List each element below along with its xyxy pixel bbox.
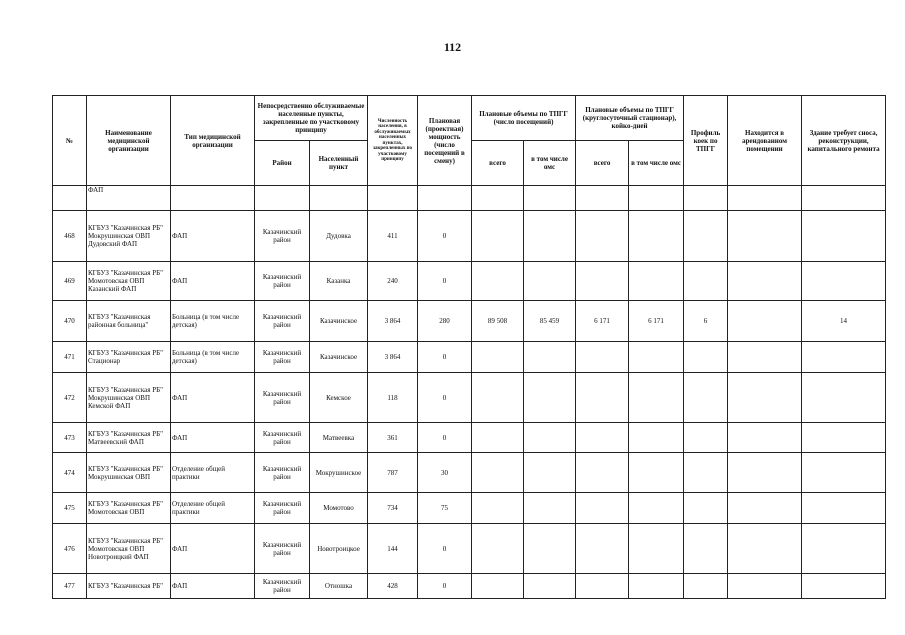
table-header bbox=[53, 96, 886, 186]
cell-beds-total bbox=[576, 524, 629, 574]
cell-beds-oms bbox=[629, 423, 684, 453]
cell-capacity: 0 bbox=[418, 574, 472, 599]
cell-capacity: 75 bbox=[418, 493, 472, 524]
cell-type: ФАП bbox=[171, 423, 255, 453]
table-row bbox=[53, 342, 886, 373]
cell-visits-total bbox=[472, 373, 524, 423]
cell-visits-total: 89 508 bbox=[472, 301, 524, 342]
cell-settlement: Казачинское bbox=[310, 342, 368, 373]
cell-district: Казачинский район bbox=[255, 524, 310, 574]
cell-beds-oms bbox=[629, 524, 684, 574]
cell-settlement: Момотово bbox=[310, 493, 368, 524]
cell-settlement: Мокрушинское bbox=[310, 453, 368, 493]
cell-repair bbox=[802, 342, 886, 373]
cell-beds-total: 6 171 bbox=[576, 301, 629, 342]
page-number: 112 bbox=[443, 40, 462, 54]
cell-population: 411 bbox=[368, 211, 418, 262]
cell-type: ФАП bbox=[171, 524, 255, 574]
cell-profile-beds bbox=[684, 342, 728, 373]
cell-visits-total bbox=[472, 423, 524, 453]
cell-district: Казачинский район bbox=[255, 301, 310, 342]
header-rented: Находится в арендованном помещении bbox=[728, 96, 802, 186]
cell-visits-total bbox=[472, 453, 524, 493]
cell-settlement: Кемское bbox=[310, 373, 368, 423]
cell-capacity: 280 bbox=[418, 301, 472, 342]
cell-beds-oms: 6 171 bbox=[629, 301, 684, 342]
cell-type: Больница (в том числе детская) bbox=[171, 301, 255, 342]
cell-rented bbox=[728, 574, 802, 599]
cell-profile-beds bbox=[684, 262, 728, 301]
cell-type: Отделение общей практики bbox=[171, 453, 255, 493]
cell-settlement: Казачинское bbox=[310, 301, 368, 342]
cell-beds-total bbox=[576, 453, 629, 493]
cell-rented bbox=[728, 493, 802, 524]
cell-num: 473 bbox=[53, 423, 87, 453]
header-visits-total: всего bbox=[472, 141, 524, 186]
cell-visits-total bbox=[472, 342, 524, 373]
cell-repair bbox=[802, 453, 886, 493]
cell-repair bbox=[802, 211, 886, 262]
cell-beds-total bbox=[576, 211, 629, 262]
cell-capacity: 30 bbox=[418, 453, 472, 493]
cell-population: 240 bbox=[368, 262, 418, 301]
cell-beds-total bbox=[576, 342, 629, 373]
cell-num: 475 bbox=[53, 493, 87, 524]
table-row bbox=[53, 493, 886, 524]
table-body bbox=[53, 186, 886, 599]
cell-beds-oms bbox=[629, 493, 684, 524]
table-row bbox=[53, 423, 886, 453]
cell-type: ФАП bbox=[171, 211, 255, 262]
cell-rented bbox=[728, 373, 802, 423]
cell-repair bbox=[802, 574, 886, 599]
cell-profile-beds bbox=[684, 524, 728, 574]
cell-visits-total bbox=[472, 211, 524, 262]
cell-org: ФАП bbox=[87, 186, 171, 211]
cell-visits-total bbox=[472, 493, 524, 524]
cell-org: КГБУЗ "Казачинская РБ" Мокрушинская ОВП Кемской ФАП bbox=[87, 373, 171, 423]
cell-rented bbox=[728, 211, 802, 262]
cell-visits-oms bbox=[524, 342, 576, 373]
cell-type: ФАП bbox=[171, 373, 255, 423]
cell-district: Казачинский район bbox=[255, 373, 310, 423]
cell-beds-oms bbox=[629, 262, 684, 301]
cell-org: КГБУЗ "Казачинская РБ" Стационар bbox=[87, 342, 171, 373]
table-row bbox=[53, 574, 886, 599]
cell-district: Казачинский район bbox=[255, 493, 310, 524]
cell-repair bbox=[802, 524, 886, 574]
cell-settlement: Дудовка bbox=[310, 211, 368, 262]
header-beds-total: всего bbox=[576, 141, 629, 186]
cell-org: КГБУЗ "Казачинская РБ" Момотовская ОВП Казанский ФАП bbox=[87, 262, 171, 301]
cell-type: Отделение общей практики bbox=[171, 493, 255, 524]
cell-beds-total bbox=[576, 373, 629, 423]
cell-population: 3 864 bbox=[368, 301, 418, 342]
table-row-continuation bbox=[53, 186, 886, 211]
facilities-table bbox=[52, 95, 886, 599]
cell-org: КГБУЗ "Казачинская РБ" Мокрушинская ОВП bbox=[87, 453, 171, 493]
cell-district: Казачинский район bbox=[255, 423, 310, 453]
cell-profile-beds bbox=[684, 453, 728, 493]
cell-org: КГБУЗ "Казачинская РБ" Момотовская ОВП Новотроицкий ФАП bbox=[87, 524, 171, 574]
cell-visits-oms bbox=[524, 211, 576, 262]
cell-population: 361 bbox=[368, 423, 418, 453]
table-row bbox=[53, 301, 886, 342]
cell-district: Казачинский район bbox=[255, 342, 310, 373]
header-visits-plan: Плановые объемы по ТПГГ (число посещений) bbox=[472, 96, 576, 141]
cell-settlement: Новотроицкое bbox=[310, 524, 368, 574]
cell-repair: 14 bbox=[802, 301, 886, 342]
cell-visits-oms bbox=[524, 262, 576, 301]
cell-profile-beds bbox=[684, 493, 728, 524]
header-capacity: Плановая (проектная) мощность (число посещений в смену) bbox=[418, 96, 472, 186]
cell-capacity: 0 bbox=[418, 211, 472, 262]
cell-beds-total bbox=[576, 262, 629, 301]
cell-num: 472 bbox=[53, 373, 87, 423]
cell-num: 476 bbox=[53, 524, 87, 574]
cell-capacity: 0 bbox=[418, 423, 472, 453]
header-district: Район bbox=[255, 141, 310, 186]
cell-profile-beds bbox=[684, 211, 728, 262]
cell-type: Больница (в том числе детская) bbox=[171, 342, 255, 373]
cell-rented bbox=[728, 262, 802, 301]
cell-num: 474 bbox=[53, 453, 87, 493]
cell-visits-total bbox=[472, 574, 524, 599]
cell-population: 144 bbox=[368, 524, 418, 574]
cell-visits-oms bbox=[524, 373, 576, 423]
header-org: Наименование медицинской организации bbox=[87, 96, 171, 186]
cell-rented bbox=[728, 342, 802, 373]
header-visits-oms: в том числе омс bbox=[524, 141, 576, 186]
header-settlement: Населенный пункт bbox=[310, 141, 368, 186]
header-beds-oms: в том числе омс bbox=[629, 141, 684, 186]
table-row bbox=[53, 453, 886, 493]
cell-type: ФАП bbox=[171, 262, 255, 301]
cell-num: 471 bbox=[53, 342, 87, 373]
cell-num bbox=[53, 186, 87, 211]
cell-visits-oms bbox=[524, 423, 576, 453]
cell-org: КГБУЗ "Казачинская РБ" Матвеевский ФАП bbox=[87, 423, 171, 453]
cell-beds-total bbox=[576, 423, 629, 453]
cell-settlement: Отношка bbox=[310, 574, 368, 599]
cell-beds-oms bbox=[629, 453, 684, 493]
cell-beds-oms bbox=[629, 342, 684, 373]
cell-profile-beds bbox=[684, 373, 728, 423]
header-population: Численность населения, в обслуживаемых населенных пунктах, закрепленных по участковому принципу bbox=[368, 96, 418, 186]
table-row bbox=[53, 524, 886, 574]
cell-district: Казачинский район bbox=[255, 211, 310, 262]
cell-org: КГБУЗ "Казачинская районная больница" bbox=[87, 301, 171, 342]
table-row bbox=[53, 262, 886, 301]
cell-repair bbox=[802, 493, 886, 524]
cell-repair bbox=[802, 262, 886, 301]
cell-population: 3 864 bbox=[368, 342, 418, 373]
cell-capacity: 0 bbox=[418, 373, 472, 423]
cell-beds-oms bbox=[629, 373, 684, 423]
cell-rented bbox=[728, 301, 802, 342]
cell-population: 428 bbox=[368, 574, 418, 599]
table-row bbox=[53, 211, 886, 262]
cell-visits-total bbox=[472, 262, 524, 301]
cell-beds-oms bbox=[629, 211, 684, 262]
cell-visits-total bbox=[472, 524, 524, 574]
cell-population: 734 bbox=[368, 493, 418, 524]
cell-district: Казачинский район bbox=[255, 262, 310, 301]
cell-org: КГБУЗ "Казачинская РБ" Мокрушинская ОВП Дудовский ФАП bbox=[87, 211, 171, 262]
cell-org: КГБУЗ "Казачинская РБ" bbox=[87, 574, 171, 599]
cell-profile-beds bbox=[684, 423, 728, 453]
cell-num: 469 bbox=[53, 262, 87, 301]
cell-org: КГБУЗ "Казачинская РБ" Момотовская ОВП bbox=[87, 493, 171, 524]
header-beddays-plan: Плановые объемы по ТПГГ (круглосуточный стационар), койко-дней bbox=[576, 96, 684, 141]
cell-visits-oms bbox=[524, 574, 576, 599]
cell-district: Казачинский район bbox=[255, 453, 310, 493]
cell-rented bbox=[728, 453, 802, 493]
cell-profile-beds: 6 bbox=[684, 301, 728, 342]
cell-type: ФАП bbox=[171, 574, 255, 599]
header-type: Тип медицинской организации bbox=[171, 96, 255, 186]
cell-repair bbox=[802, 373, 886, 423]
cell-num: 477 bbox=[53, 574, 87, 599]
cell-capacity: 0 bbox=[418, 262, 472, 301]
cell-rented bbox=[728, 423, 802, 453]
cell-capacity: 0 bbox=[418, 342, 472, 373]
cell-population: 118 bbox=[368, 373, 418, 423]
cell-visits-oms: 85 459 bbox=[524, 301, 576, 342]
cell-district: Казачинский район bbox=[255, 574, 310, 599]
cell-settlement: Матвеевка bbox=[310, 423, 368, 453]
cell-visits-oms bbox=[524, 524, 576, 574]
header-served-points: Непосредственно обслуживаемые населенные пункты, закрепленные по участковому принципу bbox=[255, 96, 368, 141]
header-profile-beds: Профиль коек по ТПГГ bbox=[684, 96, 728, 186]
cell-beds-oms bbox=[629, 574, 684, 599]
cell-profile-beds bbox=[684, 574, 728, 599]
cell-num: 468 bbox=[53, 211, 87, 262]
cell-rented bbox=[728, 524, 802, 574]
cell-settlement: Казанка bbox=[310, 262, 368, 301]
cell-visits-oms bbox=[524, 453, 576, 493]
cell-num: 470 bbox=[53, 301, 87, 342]
cell-population: 787 bbox=[368, 453, 418, 493]
table-row bbox=[53, 373, 886, 423]
cell-repair bbox=[802, 423, 886, 453]
header-repair: Здание требует сноса, реконструкции, капитального ремонта bbox=[802, 96, 886, 186]
header-num: № bbox=[53, 96, 87, 186]
cell-capacity: 0 bbox=[418, 524, 472, 574]
cell-visits-oms bbox=[524, 493, 576, 524]
cell-beds-total bbox=[576, 493, 629, 524]
cell-beds-total bbox=[576, 574, 629, 599]
